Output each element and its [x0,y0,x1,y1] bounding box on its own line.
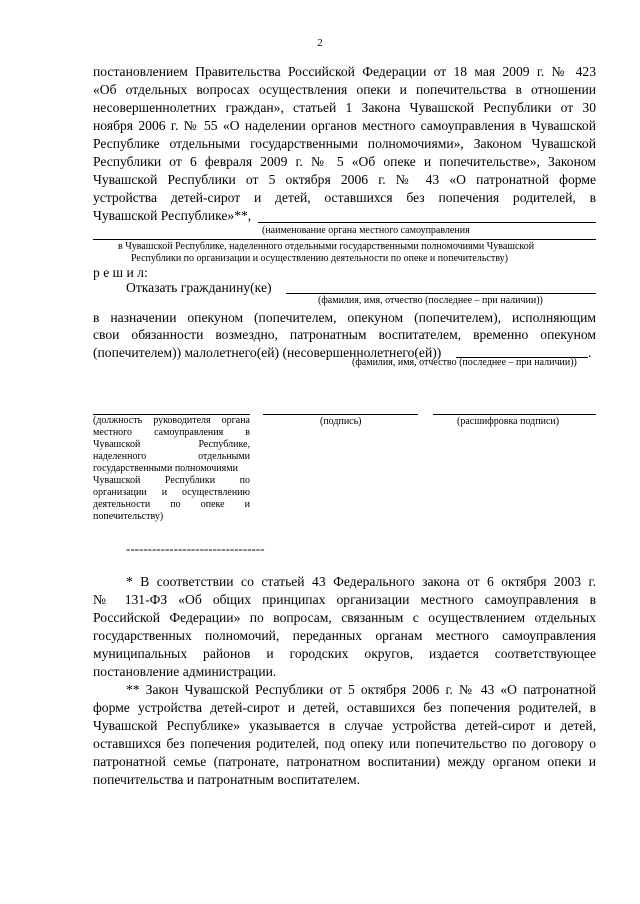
resolved-heading: р е ш и л: [93,265,148,280]
footnote-1-line: * В соответствии со статьей 43 Федерального закона от 6 октября 2003 г. [126,574,596,589]
position-caption-line: организации и осуществлению [93,487,250,498]
organ-name-field-2[interactable] [93,239,596,240]
body-line: в назначении опекуном (попечителем, опекуном (попечителем), исполняющим [93,310,596,325]
fio-caption-2: (фамилия, имя, отчество (последнее – при наличии)) [352,357,577,368]
intro-line: ноября 2006 г. № 55 «О наделении органов местного самоуправления в Чувашской [93,118,596,133]
citizen-name-field[interactable] [286,293,596,294]
intro-line: устройства детей-сирот и детей, оставшихся без попечения родителей, в [93,190,596,205]
page-number: 2 [317,37,323,49]
signature-caption: (подпись) [320,416,362,427]
position-caption-line: (должность руководителя органа [93,415,250,426]
position-caption-line: Чувашской Республике, [93,439,250,450]
footnote-2-last: попечительства и патронатным воспитателем. [93,772,361,787]
intro-line: Республике отдельными государственными полномочиями», Законом Чувашской [93,136,596,151]
footnote-1-line: № 131-ФЗ «Об общих принципах организации местного самоуправления в [93,592,596,607]
position-caption-line: попечительству) [93,511,164,522]
fio-caption-1: (фамилия, имя, отчество (последнее – при наличии)) [318,295,543,306]
position-caption-line: Чувашской Республики по [93,475,250,486]
footnote-2-line: ** Закон Чувашской Республики от 5 октября 2006 г. № 43 «О патронатной [126,682,596,697]
organ-caption-3: Республики по организации и осуществлению деятельности по опеке и попечительству) [131,253,508,264]
intro-line: постановлением Правительства Российской Федерации от 18 мая 2009 г. № 423 [93,64,596,79]
footnote-separator: -------------------------------- [126,541,265,556]
footnote-1-line: государственных полномочий, переданных органам местного самоуправления [93,628,596,643]
footnote-1-last: постановление администрации. [93,664,277,679]
body-line: свои обязанности возмездно, патронатным воспитателем, временно опекуном [93,327,596,342]
footnote-2-line: оставшихся без попечения родителей, под опеку или попечительство по договору о [93,736,596,751]
intro-line: несовершеннолетних граждан», статьей 1 Закона Чувашской Республики от 30 [93,100,596,115]
position-caption [93,415,250,523]
position-caption-line: наделенного отдельными [93,451,250,462]
intro-line: «Об отдельных вопросах осуществления опеки и попечительства в отношении [93,82,596,97]
organ-name-field[interactable] [258,222,596,223]
body-last-text: (попечителем)) малолетнего(ей) (несовершеннолетнего(ей)) [93,345,442,360]
position-caption-line: государственными полномочиями [93,463,238,474]
intro-line: Чувашской Республики от 5 октября 2006 г. № 43 «О патронатной форме [93,172,596,187]
footnote-2-line: Чувашской Республике» указывается в случае устройства детей-сирот и детей, [93,718,596,733]
refuse-label: Отказать гражданину(ке) [126,280,272,295]
footnote-1-line: Российской Федерации» по вопросам, связанным с осуществлением отдельных [93,610,596,625]
footnote-2-line: патронатной семье (патронате, патронатном воспитании) между органом опеки и [93,754,596,769]
intro-line: Республики от 6 февраля 2009 г. № 5 «Об опеке и попечительстве», Законом [93,154,596,169]
decode-field[interactable] [433,414,596,415]
footnote-1-line: муниципальных районов и городских округов, издается соответствующее [93,646,596,661]
organ-caption-2: в Чувашской Республике, наделенного отдельными государственными полномочиями Чувашской [118,241,535,252]
signature-field[interactable] [263,414,418,415]
organ-caption: (наименование органа местного самоуправления [262,225,470,236]
decode-caption: (расшифровка подписи) [457,416,560,427]
body-end-dot: . [588,345,592,360]
intro-last-text: Чувашской Республике»**, [93,208,252,223]
position-caption-line: местного самоуправления в [93,427,250,438]
position-caption-line: деятельности по опеке и [93,499,250,510]
footnote-2-line: форме устройства детей-сирот и детей, оставшихся без попечения родителей, в [93,700,596,715]
